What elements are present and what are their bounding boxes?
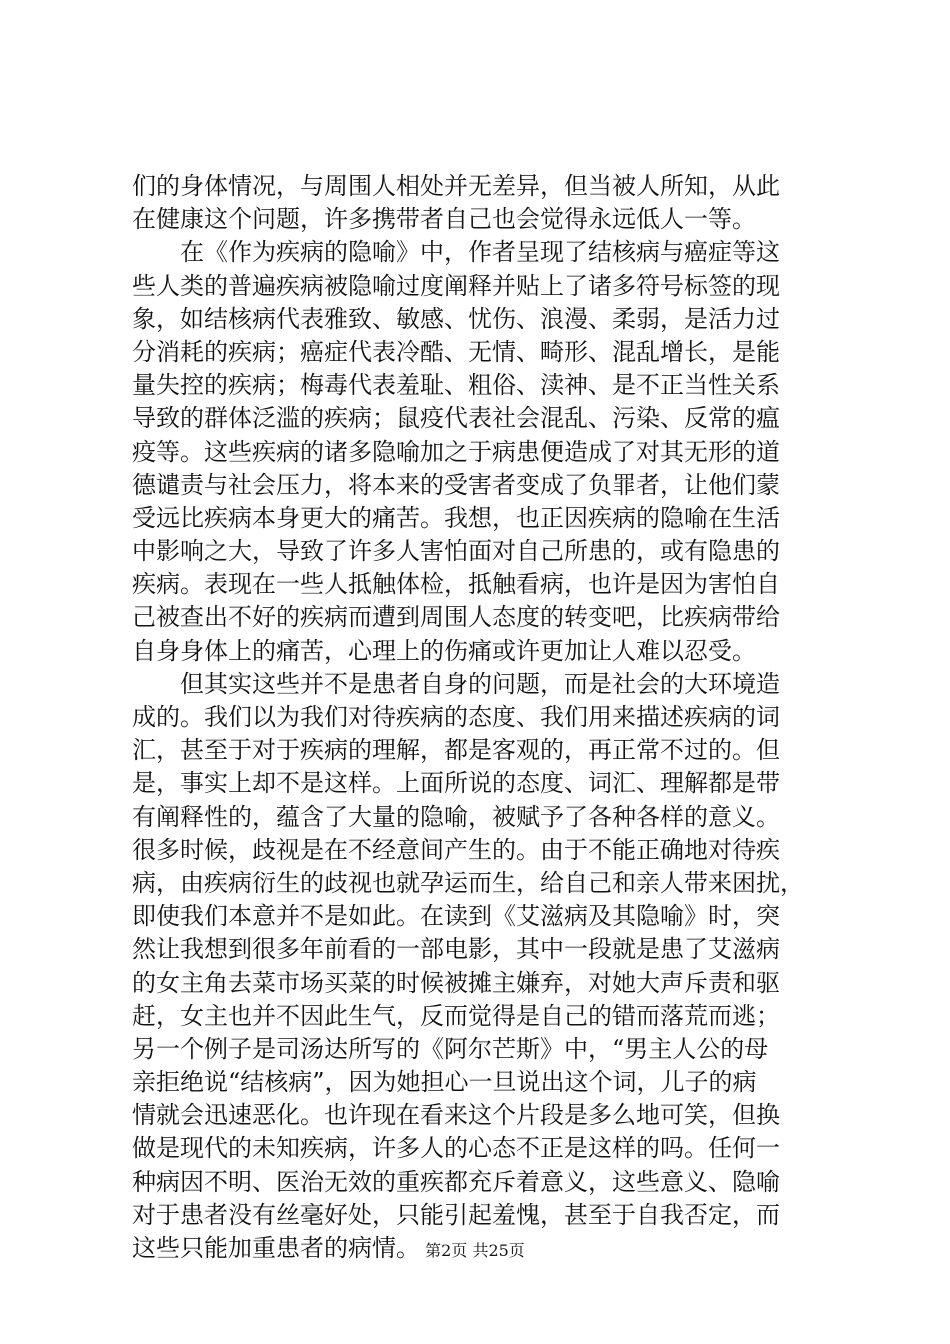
text-line: 汇，甚至于对于疾病的理解，都是客观的，再正常不过的。但 — [132, 736, 780, 765]
text-line: 疫等。这些疾病的诸多隐喻加之于病患便造成了对其无形的道 — [132, 437, 780, 466]
text-line: 导致的群体泛滥的疾病；鼠疫代表社会混乱、污染、反常的瘟 — [132, 404, 780, 433]
text-line: 的女主角去菜市场买菜的时候被摊主嫌弃，对她大声斥责和驱 — [132, 968, 780, 997]
text-line: 量失控的疾病；梅毒代表羞耻、粗俗、渎神、是不正当性关系 — [132, 371, 780, 400]
text-line: 成的。我们以为我们对待疾病的态度、我们用来描述疾病的词 — [132, 703, 780, 731]
text-line: 很多时候，歧视是在不经意间产生的。由于不能正确地对待疾 — [132, 835, 780, 864]
paragraph-start-line: 在《作为疾病的隐喻》中，作者呈现了结核病与癌症等这 — [180, 238, 780, 267]
text-line: 这些只能加重患者的病情。 — [132, 1234, 420, 1262]
text-line: 象，如结核病代表雅致、敏感、忧伤、浪漫、柔弱，是活力过 — [132, 304, 780, 333]
text-line: 是，事实上却不是这样。上面所说的态度、词汇、理解都是带 — [132, 769, 780, 798]
text-line: 然让我想到很多年前看的一部电影，其中一段就是患了艾滋病 — [132, 935, 780, 964]
text-line: 赶，女主也并不因此生气，反而觉得是自己的错而落荒而逃； — [132, 1001, 780, 1030]
text-line: 们的身体情况，与周围人相处并无差异，但当被人所知，从此 — [132, 172, 780, 200]
text-line: 即使我们本意并不是如此。在读到《艾滋病及其隐喻》时，突 — [132, 902, 780, 931]
text-line: 做是现代的未知疾病，许多人的心态不正是这样的吗。任何一 — [132, 1134, 780, 1163]
text-line: 亲拒绝说“结核病”，因为她担心一旦说出这个词，儿子的病 — [132, 1068, 757, 1097]
text-line: 有阐释性的，蕴含了大量的隐喻，被赋予了各种各样的意义。 — [132, 802, 780, 831]
text-line: 中影响之大，导致了许多人害怕面对自己所患的，或有隐患的 — [132, 537, 780, 566]
text-line: 己被查出不好的疾病而遭到周围人态度的转变吧，比疾病带给 — [132, 603, 780, 632]
text-line: 疾病。表现在一些人抵触体检，抵触看病，也许是因为害怕自 — [132, 570, 780, 599]
text-line: 对于患者没有丝毫好处，只能引起羞愧，甚至于自我否定，而 — [132, 1200, 780, 1229]
text-line: 在健康这个问题，许多携带者自己也会觉得永远低人一等。 — [132, 205, 756, 234]
page-number-footer: 第2页 共25页 — [425, 1241, 525, 1260]
text-line: 另一个例子是司汤达所写的《阿尔芒斯》中，“男主人公的母 — [132, 1034, 769, 1063]
text-line: 分消耗的疾病；癌症代表冷酷、无情、畸形、混乱增长，是能 — [132, 337, 780, 366]
text-line: 病，由疾病衍生的歧视也就孕运而生，给自己和亲人带来困扰， — [132, 868, 804, 897]
text-line: 自身身体上的痛苦，心理上的伤痛或许更加让人难以忍受。 — [132, 636, 756, 665]
body-text — [132, 170, 832, 1265]
text-line: 受远比疾病本身更大的痛苦。我想，也正因疾病的隐喻在生活 — [132, 503, 780, 532]
text-line: 情就会迅速恶化。也许现在看来这个片段是多么地可笑，但换 — [132, 1101, 780, 1130]
text-line: 德谴责与社会压力，将本来的受害者变成了负罪者，让他们蒙 — [132, 470, 780, 499]
text-line: 些人类的普遍疾病被隐喻过度阐释并贴上了诸多符号标签的现 — [132, 271, 780, 300]
text-line: 种病因不明、医治无效的重疾都充斥着意义，这些意义、隐喻 — [132, 1167, 780, 1196]
paragraph-start-line: 但其实这些并不是患者自身的问题，而是社会的大环境造 — [180, 669, 780, 698]
